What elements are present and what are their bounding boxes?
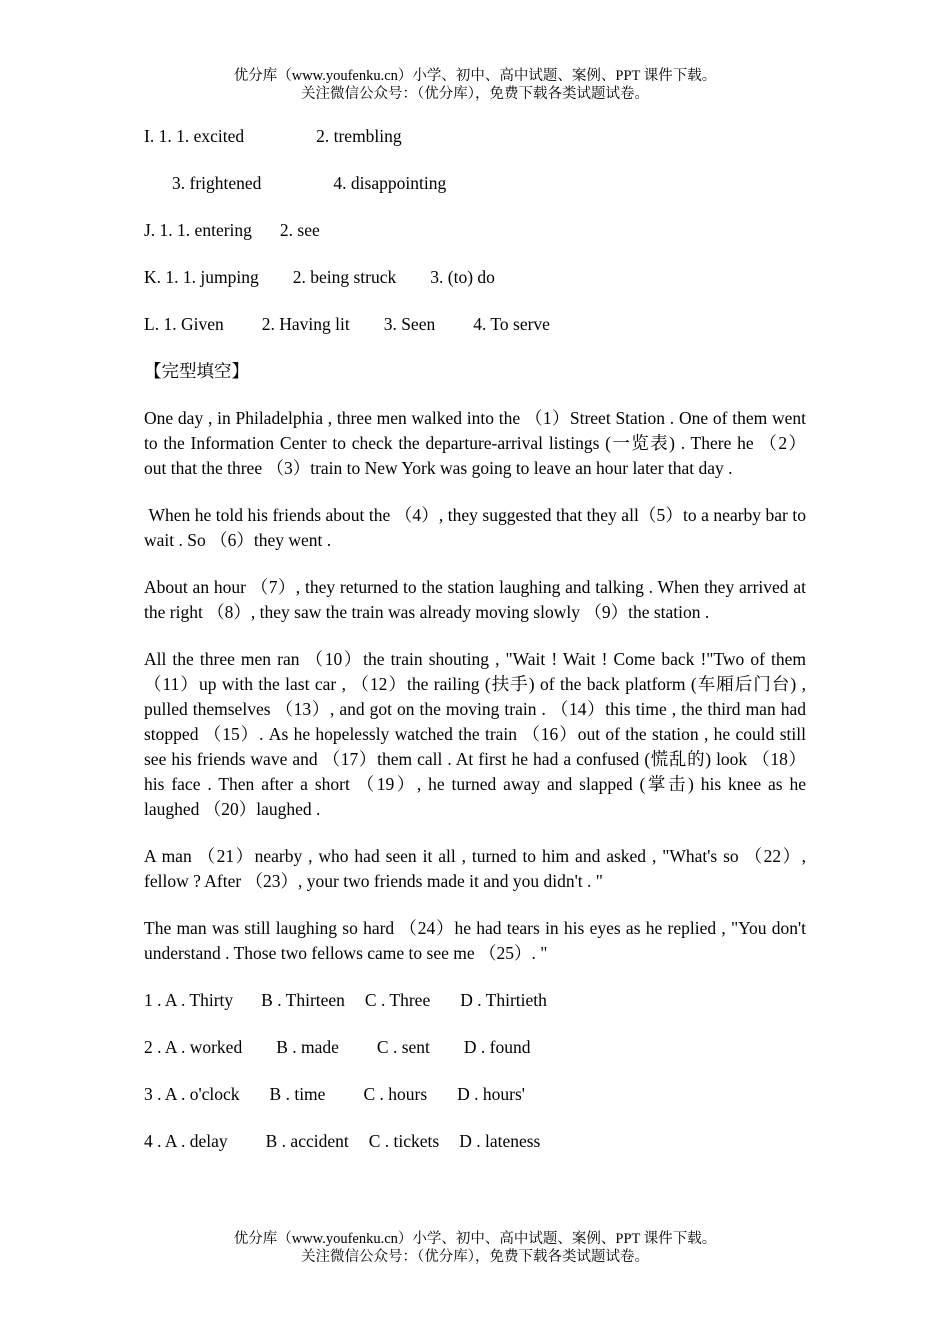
passage-paragraph: All the three men ran （10）the train shouting , "Wait ! Wait ! Come back !"Two of them （11）up with the last car , （12）the railing (扶手) of the back platform (车厢后门台) , pulled themselves （13）, and got on the moving train . （14）this time , the third man had stopped （15）. As he hopelessly watched the train （16）out of the station , he could still see his friends wave and （17）them call . At first he had a confused (慌乱的) look （18）his face . Then after a short （19）, he turned away and slapped (掌击) his knee as he laughed （20）laughed . bbox=[144, 649, 806, 819]
footer-line-1: 优分库（www.youfenku.cn）小学、初中、高中试题、案例、PPT 课件下载。 bbox=[233, 1231, 717, 1247]
answer-line-l: L. 1. Given 2. Having lit 3. Seen 4. To serve bbox=[144, 314, 550, 334]
header-line-1: 优分库（www.youfenku.cn）小学、初中、高中试题、案例、PPT 课件下载。 bbox=[233, 68, 717, 84]
passage-paragraph: One day , in Philadelphia , three men walked into the （1）Street Station . One of them went to the Information Center to check the departure-arrival listings (一览表) . There he （2） out that the three （3）train to New York was going to leave an hour later that day . bbox=[144, 408, 806, 478]
passage-paragraph: The man was still laughing so hard （24）he had tears in his eyes as he replied , "You don't understand . Those two fellows came to see me （25）. " bbox=[144, 918, 806, 963]
section-title: 【完型填空】 bbox=[144, 361, 249, 381]
answer-line-k: K. 1. 1. jumping 2. being struck 3. (to) do bbox=[144, 267, 495, 287]
question-4: 4 . A . delay B . accident C . tickets D . lateness bbox=[144, 1131, 541, 1151]
header-line-2: 关注微信公众号：（优分库），免费下载各类试题试卷。 bbox=[301, 86, 649, 102]
answer-line-j: J. 1. 1. entering 2. see bbox=[144, 220, 320, 240]
footer-line-2: 关注微信公众号：（优分库），免费下载各类试题试卷。 bbox=[301, 1249, 649, 1265]
passage-paragraph: When he told his friends about the （4）, they suggested that they all（5）to a nearby bar to wait . So （6）they went . bbox=[144, 505, 811, 550]
page-footer bbox=[0, 1230, 950, 1266]
passage-paragraph: A man （21）nearby , who had seen it all , turned to him and asked , "What's so （22）, fellow ? After （23）, your two friends made it and you didn't . " bbox=[144, 846, 806, 891]
passage-paragraph: About an hour （7）, they returned to the station laughing and talking . When they arrived at the right （8）, they saw the train was already moving slowly （9）the station . bbox=[144, 577, 806, 622]
page-header bbox=[0, 67, 950, 103]
answer-line-i: I. 1. 1. excited 2. trembling bbox=[144, 126, 402, 146]
answer-line-i-2: 3. frightened 4. disappointing bbox=[172, 173, 447, 193]
question-2: 2 . A . worked B . made C . sent D . found bbox=[144, 1037, 531, 1057]
document-body bbox=[144, 124, 811, 1176]
question-1: 1 . A . Thirty B . Thirteen C . Three D . Thirtieth bbox=[144, 990, 547, 1010]
question-3: 3 . A . o'clock B . time C . hours D . hours' bbox=[144, 1084, 525, 1104]
